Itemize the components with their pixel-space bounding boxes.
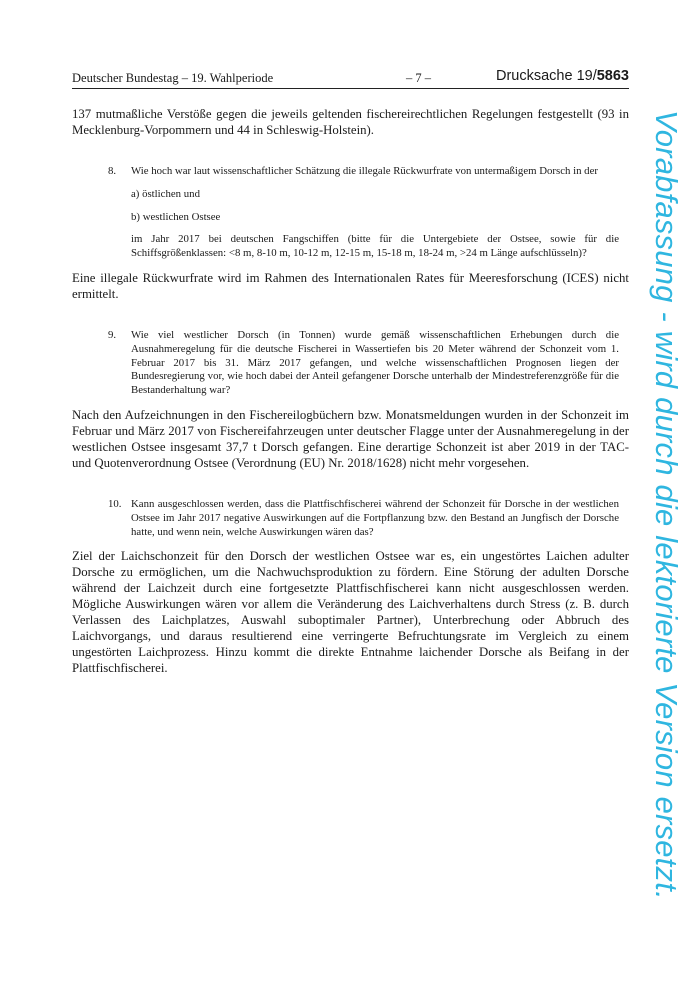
question-number: 9. — [108, 328, 117, 341]
header-document-label: Drucksache 19/ — [495, 68, 597, 84]
page-body — [72, 106, 629, 676]
question-9 — [108, 329, 619, 398]
question-subitem-a: a) östlichen und — [131, 187, 200, 200]
intro-answer-text: 137 mutmaßliche Verstöße gegen die jeweils geltenden fischereirechtlichen Regelungen festgestellt (93 in Mecklenburg-Vorpommern und 44 in Schleswig-Holstein). — [72, 107, 629, 137]
page-header — [72, 68, 629, 89]
question-text-continued: im Jahr 2017 bei deutschen Fangschiffen (bitte für die Untergebiete der Ostsee, sowie für die Schiffsgrößenklassen: <8 m, 8-10 m, 10-12 m, 12-15 m, 15-18 m, 18-24 m, >24 m Länge aufschlüsseln)? — [131, 233, 619, 260]
question-subitem-b: b) westlichen Ostsee — [131, 210, 221, 223]
preliminary-version-watermark: Vorabfassung - wird durch die lektorierte Version ersetzt. — [649, 110, 684, 900]
answer-8: Eine illegale Rückwurfrate wird im Rahmen des Internationalen Rates für Meeresforschung (ICES) nicht ermittelt. — [72, 270, 629, 301]
header-page-number: – 7 – — [406, 71, 431, 85]
question-10 — [108, 498, 619, 539]
answer-10: Ziel der Laichschonzeit für den Dorsch der westlichen Ostsee war es, ein ungestörtes Laichen adulter Dorsche zu ermöglichen, um die Nachwuchsproduktion zu fördern. Eine Störung der adulten Dorsche während der Laichzeit durch eine fortgesetzte Plattfischfischerei kann nicht ausgeschlossen werden. Mögliche Auswirkungen wären vor allem die Veränderung des Laichverhaltens durch Stress (z. B. durch Verlassen des Laichplatzes, Auswahl suboptimaler Partner), Unterbrechung oder Abbruch des Laichvorgangs, und daraus resultierend eine verringerte Befruchtungsrate im Vergleich zu einem ungestörten Laichprozess. Hinzu kommt die direkte Entnahme laichender Dorsche als Beifang in der Plattfischfischerei. — [72, 549, 629, 676]
question-number: 8. — [108, 165, 117, 177]
header-document-number: 5863 — [596, 68, 629, 84]
question-number: 10. — [108, 497, 122, 510]
question-text: Wie hoch war laut wissenschaftlicher Schätzung die illegale Rückwurfrate von untermaßigem Dorsch in der — [131, 165, 598, 177]
answer-9: Nach den Aufzeichnungen in den Fischereilogbüchern bzw. Monatsmeldungen wurden in der Schonzeit im Februar und März 2017 von Fischereifahrzeugen unter deutscher Flagge unter der Ausnahmeregelung in der westlichen Ostsee insgesamt 37,7 t Dorsch gefangen. Eine derartige Schonzeit ist aber 2019 in der TAC- und Quotenverordnung Ostsee (Verordnung (EU) Nr. 2018/1628) nicht mehr vorgesehen. — [72, 407, 629, 470]
question-8 — [108, 165, 619, 261]
header-document-id — [496, 68, 629, 84]
question-text: Kann ausgeschlossen werden, dass die Plattfischfischerei während der Schonzeit für Dorsche in der westlichen Ostsee im Jahr 2017 negative Auswirkungen auf die Fortpflanzung bzw. den Bestand an Jungfisch der Dorsche hatte, und wenn nein, welche Auswirkungen wären das? — [131, 497, 619, 538]
question-text: Wie viel westlicher Dorsch (in Tonnen) wurde gemäß wissenschaftlichen Erhebungen durch die Ausnahmeregelung für die deutsche Fischerei in Wassertiefen bis 20 Meter während der Schonzeit vom 1. Februar 2017 bis 31. März 2017 gefangen, und welche wissenschaftlichen Prognosen liegen der Bundesregierung vor, wie hoch dabei der Anteil gefangener Dorsche unterhalb der Mindestreferenzgröße für die Bestanderhaltung war? — [131, 328, 619, 397]
header-parliament: Deutscher Bundestag – 19. Wahlperiode — [72, 71, 274, 85]
